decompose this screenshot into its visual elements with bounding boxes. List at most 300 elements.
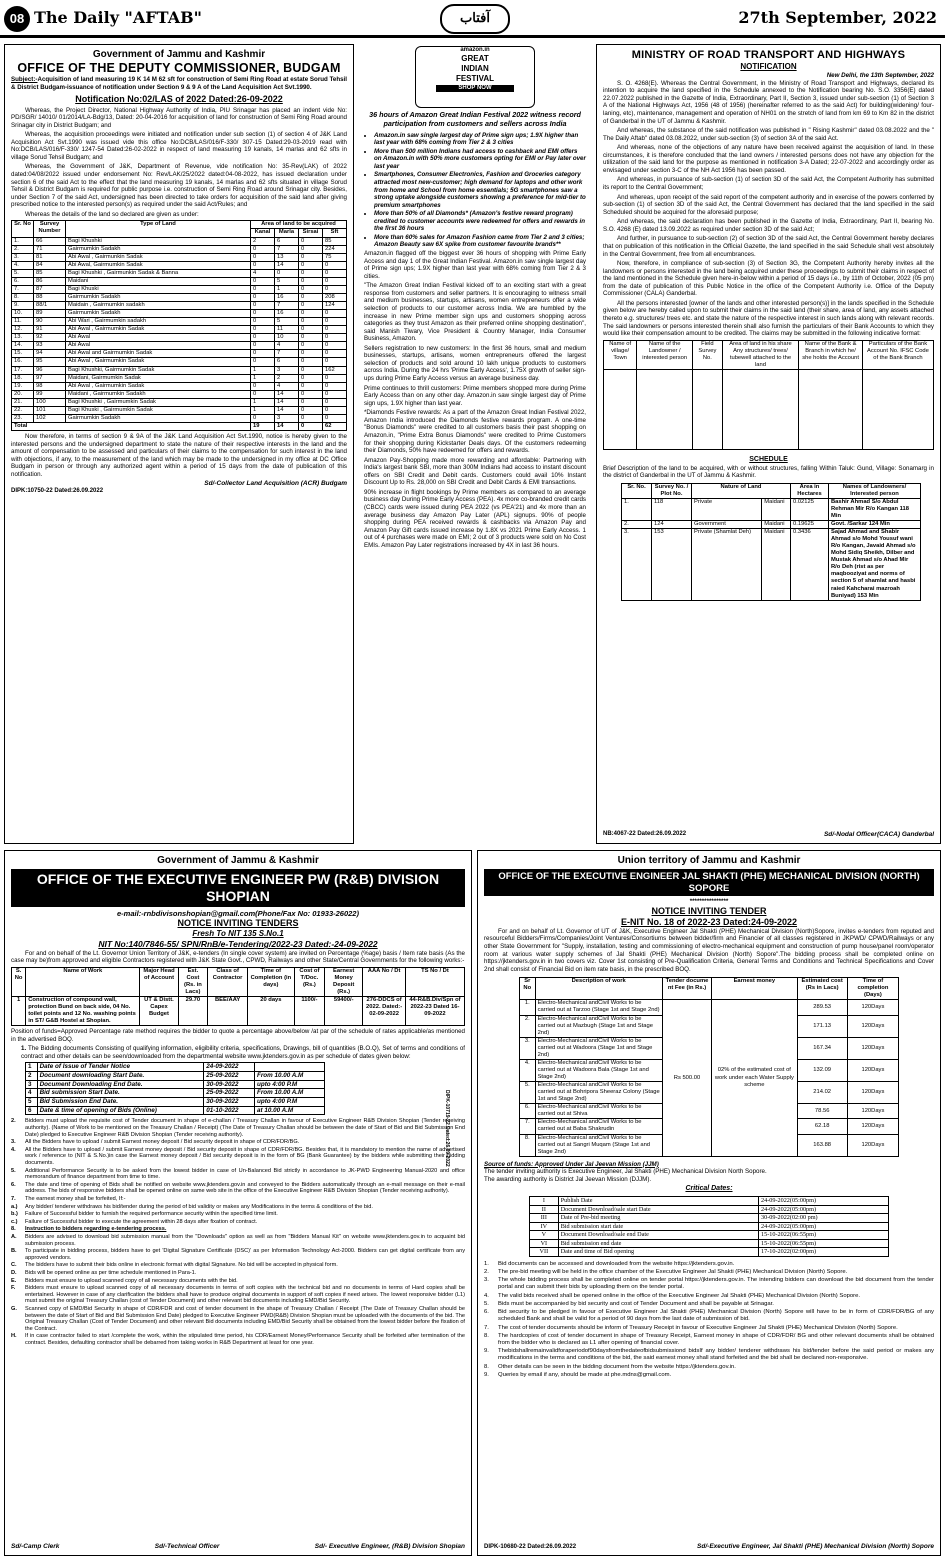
item-marker: C. [11,1262,17,1269]
item-marker: 6. [11,1181,16,1188]
col-header: Area in Hectares [791,483,829,498]
table-cell: 0 [251,414,275,422]
table-cell [604,369,637,449]
table-row [12,374,347,382]
table-row [530,1205,889,1214]
list-item: • Smartphones, Consumer Electronics, Fashion and Groceries category attracted most new-customer; high demand for laptops and other work from home and School from home essentials; 5G smartphones saw a strong uptake alongside customers showing a preference for mid-tier to premium smartphones [374,171,586,209]
table-cell: 01-10-2022 [204,1106,255,1115]
table-row [530,1248,889,1257]
table-cell: Abi Awal , Gairmunkin Sadak [66,253,251,261]
table-cell: 12. [12,326,34,334]
badge-brand: amazon.in [460,47,490,53]
item-marker: 9. [484,1371,489,1378]
table-cell: 0 [251,302,275,310]
table-cell: Bagi Khushki , Gairmumkin Sadak [66,398,251,406]
table-cell: Bid submission end date [558,1239,758,1248]
table-cell: 8. [12,293,34,301]
notification-number: Notification No:02/LAS of 2022 Dated:26-09-2022 [75,93,283,104]
list-item [484,1348,934,1362]
table-cell: 15-10-2022(06:55pm) [759,1239,889,1248]
table-row [520,1000,899,1015]
table-cell: Maidani, Gairmumkin Sadak [66,374,251,382]
table-cell: 62 [323,422,347,430]
list-item: • More than 500 million Indians had access to cashback and EMI offers on Amazon.in with 50% more customers opting for EMI or Pay later over last year [374,148,586,171]
table-cell: 0 [323,390,347,398]
table-cell: Document Download/sale end Date [558,1231,758,1240]
list-item [11,1168,465,1181]
table-cell: 1 [251,406,275,414]
paragraph: For and on behalf of the Lt. Governor Union Territory of J&K, e-tenders (In single cover system) are invited on Percentage (%age) basis / Item rate basis (As the case may be)from approved and eligible Contractors registered with J&K State Govt., CPWD, Railways and other State/Central Governments for the following works:- [11,949,465,965]
table-cell: Date & time of opening of Bids (Online) [37,1106,204,1115]
table-cell: Private (Shamlat Deh) [692,529,762,601]
table-cell: 14 [275,398,299,406]
table-cell: 10. [12,310,34,318]
table-row [26,1063,325,1072]
table-cell: 1. [12,237,34,245]
paragraph: And whereas, the said declaration has been published in the Gazette of India, Extraordinary, Part II, bearing No. S.O. 4268 (E) dated 13.09.2022 as required under section 3D of the said Act; [603,218,934,233]
table-cell: 6 [275,237,299,245]
table-row [12,366,347,374]
paragraph: Whereas, the Project Director, National Highway Authority of India, PIU Srinagar has placed an indent vide No: PD/SGR/ 14010/ 01/2014/LA-Bdg/13, Dated: 20-04-2016 for acquisition of land for construction of Semi Ring Road around Srinagar city in District Budgam; and [11,106,347,129]
table-cell: 5. [520,1082,536,1104]
table-cell: 66 [34,237,66,245]
table-cell: 7 [275,350,299,358]
signature: Sd/-Collector Land Acquisition (ACR) Budgam [204,480,347,488]
table-cell: Electro-Mechanical andCivil Works to be carried out at Sangri Muqam (Stage 1st and Stage 2nd) [535,1134,662,1156]
table-cell: 0 [251,285,275,293]
table-cell: 85 [34,269,66,277]
item-marker: F. [11,1285,16,1292]
enit-number: E-NIT No. 18 of 2022-23 Dated:24-09-2022 [620,916,798,927]
table-cell: 0.3436 [791,529,829,601]
table-cell: Bid submission start date [558,1222,758,1231]
item-marker: H. [11,1333,17,1340]
table-cell: 29.70 [178,996,208,1025]
table-cell: 2 [26,1072,38,1081]
morth-notice [596,44,941,844]
table-cell: at 10.00 A.M [255,1106,325,1115]
paragraph: Now, therefore, in compliance of sub-section (3) of Section 3G, the Competent Authority hereby invites all the landowners or persons interested in the land being acquired under these proceedings to submit their claims in respect of the land mentioned in the Schedule given here-in-below within a period of 15 days i.e., by 11th of October, 2022 (05 pm) from the date of publication of this Public Notice in the office of the Competent Authority i.e. Office of the Deputy Commissioner (CALA) Ganderbal. [603,260,934,298]
table-cell: 0 [251,350,275,358]
list-item [484,1277,934,1291]
list-item: • More than 50% of all Diamonds* (Amazon's festive reward program) credited to customer accounts were redeemed for offers and rewards in the first 36 hours [374,210,586,233]
paragraph: "The Amazon Great Indian Festival kicked off to an exciting start with a great response from customers and seller partners. It is encouraging to witness small and medium businesses, startups, artisans, women entrepreneurs offer a wide selection of products to our customer across India. We are humbled by the increase in new Prime member sign ups and customers shopping across categories as they trust Amazon as their preferred online shopping destination", said Manish Tiwary, Vice President & Country Manager, India Consumer Business, Amazon. [364,282,586,343]
table-cell: Abi Awal , Gairmumkin Sadak [66,358,251,366]
item-text: Bid documents can be accessed and downloaded from the website https://jktenders.gov.in. [498,1260,735,1267]
table-cell: 0.02125 [791,498,829,520]
table-cell: 0 [323,414,347,422]
table-cell: 14 [275,390,299,398]
table-row [12,253,347,261]
col-header: Names of Landowners/ Interested person [829,483,921,498]
paragraph: Whereas the details of the land so declared are given as under: [25,210,199,218]
table-cell: 87 [34,285,66,293]
item-text: Bidders must ensure to upload scanned copy of all necessary documents with the bid. [25,1277,238,1284]
col-header: Earnest money [712,978,797,1000]
table-cell: 118 [652,498,692,520]
list-item [484,1333,934,1347]
list-item: • More than 60% sales for Amazon Fashion came from Tier 2 and 3 cities; Amazon Beauty saw 6X spike from customer favourite brands** [374,234,586,249]
list-item [484,1293,934,1300]
item-marker: 6. [484,1309,489,1316]
table-cell: Maidani [66,277,251,285]
item-text: The valid bids received shall be opened online in the office of the Executive Engineer Jal Shakti (PHE) Mechanical Division (North) Sopore. [498,1292,861,1299]
col-header: Name of Work [26,967,140,996]
list-item [11,1226,465,1233]
table-cell: 88/1 [34,302,66,310]
table-cell: 0 [299,261,323,269]
list-item [11,1278,465,1285]
table-cell: 14 [275,406,299,414]
table-cell: 78.56 [797,1104,847,1119]
table-row [12,285,347,293]
item-text: Failure of Successful bidder to execute the agreement within 28 days after fixation of contract. [25,1218,258,1225]
table-cell: 5 [275,318,299,326]
table-cell: 14 [275,422,299,430]
table-cell: 0 [323,269,347,277]
table-cell: 132.09 [797,1059,847,1081]
office-heading: OFFICE OF THE DEPUTY COMMISSIONER, BUDGAM [17,61,341,76]
item-marker: 4. [484,1292,489,1299]
table-cell: 0 [251,326,275,334]
table-cell: 85 [323,237,347,245]
table-cell: Sajad Ahmad and Shabir Ahmad s/o Mohd Yousuf wani R/o Kangan, Javaid Ahmad s/o Mohd Sidiq Sheikh, Dilber and Mustak Ahmad s/o Ahad Mir R/o Deh (rist as per maqbooziyat and norms of section 5 of shamlat and hasbi raied Kahcharai mazroah Buniyad) 153 Min [829,529,921,601]
table-cell: 19. [12,382,34,390]
table-row [12,277,347,285]
table-cell: Private [692,498,762,520]
table-cell: 0 [299,269,323,277]
table-cell: Electro-Mechanical andCivil Works to be carried out at Tarzoo (Stage 1st and Stage 2nd) [535,1000,662,1015]
item-marker: 2. [11,1118,16,1125]
item-text: The date and time of opening of Bids shall be notified on website www.jktenders.gov.in and conveyed to the Bidders automatically through an e-mail message on their e-mail address. The bids of responsive bidders shall be opened online on same web site in the office of the Executive Engineer R&B Division Shopian (Tender receiving authority). [25,1181,465,1195]
table-cell: 0 [323,326,347,334]
col-header: Cost of T/Doc. (Rs.) [294,967,324,996]
table-row [530,1231,889,1240]
table-cell: 20 days [247,996,294,1025]
col-header: Nature of Land [692,483,791,498]
list-item: • Amazon.in saw single largest day of Prime sign ups; 1.9X higher than last year with 68% coming from Tier 2 & 3 cities [374,132,586,147]
table-cell [693,369,723,449]
table-cell: 0 [299,277,323,285]
reference-number: NB:4067-22 Dated:26.09.2022 [603,831,687,838]
subject-label: Subject:- [11,76,38,84]
table-cell: 3. [520,1037,536,1059]
table-row [12,358,347,366]
table-cell: 4. [12,261,34,269]
schedule-dates-table [25,1062,325,1115]
item-marker: B. [11,1248,17,1255]
col-header: Particulars of the Bank Account No. IFSC Code of the Bank Branch [862,340,933,369]
table-cell: 120Days [847,1104,898,1119]
masthead [0,0,945,38]
col-header: Sr. No. [622,483,652,498]
critical-dates-title: Critical Dates: [685,1185,733,1193]
table-cell: 0 [299,318,323,326]
table-cell: 6 [26,1106,38,1115]
item-text: The pre-bid meeting will be held in the office chamber of the Executive Engineer Jal Shakti (PHE) Mechanical Division (North) Sopore. [498,1269,848,1276]
table-cell: Date of Pre-bid meeting [558,1214,758,1223]
gov-heading: Government of Jammu and Kashmir [92,49,266,60]
side-reference: DIPK-10719-22 Dated:26.09.2022 [444,1090,450,1167]
col-header: Field Survey No. [693,340,723,369]
paragraph: For and on behalf of Lt. Governor of UT of J&K, Executive Engineer Jal Shakti (PHE) Mechanical Division (North)Sopore, invites e-tenders from reputed and resourceful Bidders/Firms/Companies/Joint Ventures/Consortiums between bidder/firm and Financier of all classes registered in JKPWD/ CPWD/Railways or any other State Government for "Supply, installation, testing and commissioning of electro-mechanical equipment and construction of pump house/panel room/operator room at various water supply schemes of Jal Shakti (PHE) Mechanical Division (North) Sopore".The bidding process shall be completed online on https://jktenders.gov.in in two covers viz. Cover 1st consisting of Pre-Qualification Criteria, General Terms and Conditions and Technical Specifications and Cover 2nd shall consist of Financial Bid on item rate basis, in the prescribed BOQ. [484,927,934,973]
table-row [622,529,921,601]
list-item [11,1139,465,1146]
table-cell: 0 [299,390,323,398]
table-cell: 0 [323,285,347,293]
table-cell: 3. [12,253,34,261]
terms-list [11,1118,465,1346]
pwd-shopian-notice: Government of Jammu & Kashmir OFFICE OF THE EXECUTIVE ENGINEER PW (R&B) DIVISION SHOPIAN e-mail:-rnbdivisonshopian@gmail.com(Phone/Fax No: 01933-26022) NOTICE INVITING TENDERS Fresh To NIT 135 S.No.1 NIT No:140/7846-55/ SPN/RnB/e-Tendering/2022-23 Dated:-24-09-2022 For and on behalf of the Lt. Governor Union Territory of J&K, e-tenders (In single cover system) are invited on Percentage (%age) basis / Item rate basis (As the case may be)from approved and eligible Contractors registered with J&K State Govt., CPWD, Railways and other State/Central Governments for the following works:- S. No Name of Work Major Head of Account Est. Cost (Rs. in Lacs) Class of Contractor Time of Completion (in days) Cost of T/Doc. (Rs.) Earnest Money Deposit (Rs.) AAA No / Dt TS No / Dt 1 Construction of compound wall, protection Bund on back side, 04 No. toilet points and 12 No. washing points in ST/ G&B Hostel at Shopian. UT & Distt. Capex Budget 29.70 BEE/AAY 20 days 1100/- 59400/- 276-DDCS of 2022. Dated:- 02-09-2022 44-R&B.Div/Spn of 2022-23 Dated 16-09-2022 Position of funds=Approved Percentage rate method requires the bidder to quote a percentage above/below /at par of the schedule of rates applicable/as mentioned in the advertised BOQ. 1. The Bidding documents Consisting of qualifying information, eligibility criteria, specifications, Drawings, bill of quantities (B.O.Q), Set of terms and conditions of contract and other details can be seen/downloaded from the departmental website www.jktenders.gov.in as per schedule of dates given below: 1 Date of Issue of Tender Notice 24-09-2022 2 Document downloading Start Date. 25-09-2022 From 10.00 A.M 3 Document Downloading End Date. 30-09-2022 upto 4:00 P.M 4 Bid submission Start Date. 25-09-2022 From 10.00 A.M 5 Bid Submission End Date. 30-09-2022 upto 4:00 P.M 6 Date & time of opening of Bids (Online) 01-10-2022 at 10.00 A.M 2. Bidders must upload the requisite cost of Tender document in shape of e-challan / Treasury Challan in favour of Executive Engineer R&B Division Shopian (Tender receiving authority). (Name of Work to be mentioned on the Treasury Challan / Receipt) (The Date of Treasury Challan should be between the date of Start of Bid and Bid Submission End Date) pledged to Executive Engineer R&B Division Shopian (Tender receiving authority). 3. All the Bidders have to upload / submit Earnest money deposit / Bid security deposit in shape of CDR/FDR/BG. 4. All the Bidders have to upload / submit Earnest money deposit / Bid security deposit in shape of CDR/FDR/BG. Besides that, it is mandatory to mention the name of advertised work / reference to (NIT & S.No.)in case the Earnest money deposit / Bid security deposit is in the form of BG (Bank Guarantee) by the bidders while submitting their bidding documents. 5. Additional Performance Security is to be asked from the lowest bidder in case of Un-Balanced Bid strictly in accordance to JK-PWD Engineering Manual-2020 and office memorandum of finance department from time to time. 6. The date and time of opening of Bids shall be notified on website www.jktenders.gov.in and conveyed to the Bidders automatically through an e-mail message on their e-mail address. The bids of responsive bidders shall be opened online on same web site in the office of the Executive Engineer R&B Division Shopian (Tender receiving authority). 7. The earnest money shall be forfeited, If:- a.) Any bidder/ tenderer withdraws his bid/tender during the period of bid validity or makes any Modifications in the terms & conditions of the bid. b.) Failure of Successful bidder to furnish the required performance security within the specified time limit. c.) Failure of Successful bidder to execute the agreement within 28 days after fixation of contract. 8. Instruction to bidders regarding e-tendering process. A. Bidders are advised to download bid submission manual from the "Downloads" option as well as from "Bidders Manual Kit" on website www.jktenders.gov.in to acquaint bid submission process. B. To participate in bidding process, bidders have to get 'Digital Signature Certificate (DSC)' as per Information Technology Act-2000. Bidders can get digital certificate from any approved vendors. C. The bidders have to submit their bids online in electronic format with digital Signature. No bid will be accepted in physical form. D. Bids will be opened online as per time schedule mentioned in Para-1. E. Bidders must ensure to upload scanned copy of all necessary documents with the bid. F. Bidders must ensure to upload scanned copy of all necessary documents in terms of soft copies with the technical bid and no documents in terms of Hard copies shall be entertained. However in case of any clarification the bidders shall have to produce original documents in support of soft copies if need arises. The lowest responsive bidder (L1) must submit the original Treasury Challan (cost of Tender Document) and other relevant bid documents including EMD/Bid Security. G. Scanned copy of EMD/Bid Security in shape of CDR/FDR and cost of tender document in the shape of Treasury Challan / Receipt (The Date of Treasury Challan should be between the date of Start of Bid and Bid Submission End Date) pledged to Executive Engineer PWD(R&B) Division Shopian must be uploaded with the documents of the bid. The Original Treasury Challan (Cost of Tender Document) and other relevant Bid documents including EMD/Bid Security shall be obtained from the lowest bidder before the fixation of the Contract. H. If in case contractor failed to start /complete the work, within the stipulated time period, his CDR/Earnest Money/Performance Security shall be forfeited after termination of the contract. Besides, defaulting contractor shall be debarred from taking works in R&B Department at least for one year. Sd/-Camp Clerk Sd/-Technical Officer Sd/- Executive Engineer, (R&B) Division Shopian [4,850,472,1556]
table-cell: 90 [34,318,66,326]
col-header: Area of land in his share Any structures/ trees/ tubewell attached to the land [722,340,799,369]
table-cell: Bashir Ahmad S/o Abdul Rehman Mir R/o Kangan 118 Min [829,498,921,520]
table-cell: 289.53 [797,1000,847,1015]
table-cell: 0 [299,237,323,245]
table-cell: 1 [251,366,275,374]
table-cell: Electro-Mechanical andCivil Works to be carried out at Bohripora Sheeraz Colony (Stage 1st and Stage 2nd) [535,1082,662,1104]
table-cell: 0 [299,406,323,414]
col-header: Class of Contractor [208,967,248,996]
table-cell: 89 [34,310,66,318]
table-cell: 162 [323,366,347,374]
table-cell: Document Download/sale start Date [558,1205,758,1214]
table-cell: 6. [520,1104,536,1119]
festival-badge [415,46,535,108]
table-cell: 101 [34,406,66,414]
table-cell: 0 [323,406,347,414]
table-row [26,1098,325,1107]
table-cell: Electro-Mechanical andCivil Works to be carried out at Wadoora (Stage 1st and Stage 2nd) [535,1037,662,1059]
table-cell: 16 [275,293,299,301]
item-text: Bidders are advised to download bid submission manual from the "Downloads" option as well as from "Bidders Manual Kit" on website www.jktenders.gov.in to acquaint bid submission process. [25,1233,465,1247]
table-cell: 214.02 [797,1082,847,1104]
table-cell: 24-09-2022 [204,1063,255,1072]
table-cell: 17. [12,366,34,374]
amazon-article [360,44,590,844]
item-text: Bids must be accompanied by bid security and cost of Tender Document and shall be payable at Srinagar. [498,1300,774,1307]
table-row [26,1106,325,1115]
col-header: Marla [275,229,299,237]
col-header: Time of completion (Days) [847,978,898,1000]
table-cell: 84 [34,261,66,269]
table-cell: 62.18 [797,1119,847,1134]
notice-title: NOTICE INVITING TENDER [651,905,767,916]
reference-number: DIPK:10750-22 Dated:26.09.2022 [11,488,104,495]
table-row [12,334,347,342]
table-cell: 0 [299,398,323,406]
table-cell: 3 [26,1080,38,1089]
table-cell: 120Days [847,1082,898,1104]
gov-heading: Union territory of Jammu and Kashmir [617,855,801,866]
table-cell: 0 [251,358,275,366]
col-header: Area of land to be acquired [251,221,347,229]
table-cell: 0 [299,245,323,253]
table-cell: From 10.00 A.M [255,1089,325,1098]
table-row [12,293,347,301]
col-header: Name of village/ Town [604,340,637,369]
col-header: TS No / Dt [405,967,464,996]
table-cell: Document downloading Start Date. [37,1072,204,1081]
table-cell: Bid Submission End Date. [37,1098,204,1107]
total-row [12,422,347,430]
table-cell: 2 [275,374,299,382]
shop-now-badge: SHOP NOW [436,85,514,92]
item-marker: E. [11,1277,17,1284]
table-cell: Gairmumkin Sadakh [66,293,251,301]
table-cell: 88 [34,293,66,301]
works-table [519,977,899,1157]
highlights-list [364,132,586,249]
table-cell: 3 [275,366,299,374]
table-cell: 171.13 [797,1015,847,1037]
table-cell: 13 [275,253,299,261]
table-row [12,390,347,398]
table-cell: 9. [12,302,34,310]
table-cell: Construction of compound wall, protection Bund on back side, 04 No. toilet points and 12 No. washing points in ST/ G&B Hostel at Shopian. [26,996,140,1025]
paragraph: Whereas, the acquisition proceedings were initiated and notification under sub section (1) of section 4 of J&K Land Acquisition Act Svt.1990 was issued vide this office No:DCB/LAS/016/F-330/ 307-15 Dated:29-03-2019 read with No:DCB/LAS/016/F-330/ 1247-54 Dated:26-02-2022 in respect of land measuring 19 kanals, 14 marlas and 62 sfts in village Sorud Tehsil Budgam; and [11,131,347,161]
list-item [484,1261,934,1268]
table-cell: 30-09-2022 [204,1080,255,1089]
table-cell: 0 [299,253,323,261]
table-cell: 02% of the estimated cost of work under each Water Supply scheme [712,1000,797,1156]
table-cell: 0 [299,374,323,382]
table-cell: 11 [275,326,299,334]
table-cell: 100 [34,398,66,406]
table-cell [637,369,693,449]
item-marker: 3. [11,1139,16,1146]
terms-list [484,1261,934,1379]
table-cell: 120Days [847,1000,898,1015]
table-cell: 4 [26,1089,38,1098]
table-cell: Abi Awal and Gairmumkin Sadak [66,350,251,358]
table-cell: Gairmumkin Sadakh [66,414,251,422]
table-cell: 0 [251,293,275,301]
table-cell: 0 [299,422,323,430]
table-cell: 0 [299,293,323,301]
table-cell: I [530,1196,559,1205]
table-cell: 86 [34,277,66,285]
notice-title: NOTICE INVITING TENDERS [177,918,299,929]
table-cell: Electro-Mechanical andCivil Works to be carried out at Wadoora Bala (Stage 1st and Stage 2nd) [535,1059,662,1081]
list-item [11,1182,465,1195]
col-header: Description of work [535,978,662,1000]
table-cell: 163.88 [797,1134,847,1156]
table-cell: 1 [26,1063,38,1072]
table-cell: 120Days [847,1134,898,1156]
item-text: All the Bidders have to upload / submit Earnest money deposit / Bid security deposit in shape of CDR/FDR/BG. [25,1139,300,1146]
table-cell: Abi Wari , Gairmumkin sadakh [66,318,251,326]
fresh-nit: Fresh To NIT 135 S.No.1 [192,929,284,939]
col-header: Survey Number [34,221,66,237]
col-header: S. No [12,967,26,996]
table-cell: 19 [251,422,275,430]
nit-number: NIT No:140/7846-55/ SPN/RnB/e-Tendering/2022-23 Dated:-24-09-2022 [98,939,378,950]
col-header: Name of the Landowner / interested person [637,340,693,369]
table-cell: 25-09-2022 [204,1089,255,1098]
item-text: Queries by email if any, should be made at phe.mdns@gmail.com. [498,1371,672,1378]
table-cell: 0 [299,366,323,374]
table-cell: 6 [275,358,299,366]
table-row [26,1080,325,1089]
list-item [11,1248,465,1261]
paragraph: And whereas, in pursuance of sub-section (1) of section 3D of the said Act, the Competent Authority has submitted its report to the Central Government; [603,176,934,192]
table-row [12,382,347,390]
table-cell [255,1063,325,1072]
item-text: Other details can be seen in the bidding document from the website https://jktenders.gov.in. [498,1363,736,1370]
intro-point: The Bidding documents Consisting of qualifying information, eligibility criteria, specifications, Drawings, bill of quantities (B.O.Q), Set of terms and conditions of contract and other details can be seen/downloaded from the departmental website www.jktenders.gov.in as per schedule of dates given below: [21,1045,465,1060]
table-row [12,310,347,318]
table-row [26,1089,325,1098]
separator-stars: **************** [689,898,729,906]
col-header: Type of Land [66,221,251,237]
table-cell: Maidani , Gairmumkin Sadakh [66,390,251,398]
table-cell: Bid submission Start Date. [37,1089,204,1098]
table-cell: 224 [323,245,347,253]
table-cell: 21. [12,398,34,406]
table-cell: 2. [12,245,34,253]
table-cell: 0 [323,358,347,366]
table-cell: 0 [275,269,299,277]
table-cell: 14 [275,261,299,269]
item-text: Bidders must upload the requisite cost of Tender document in shape of e-challan / Treasury Challan in favour of Executive Engineer R&B Division Shopian (Tender receiving authority). (Name of Work to be mentioned on the Treasury Challan / Receipt) (The Date of Treasury Challan should be between the date of Start of Bid and Bid Submission End Date) pledged to Executive Engineer R&B Division Shopian (Tender receiving authority). [25,1118,465,1138]
list-item [11,1285,465,1305]
table-cell: 0 [299,310,323,318]
table-cell: 0 [251,334,275,342]
table-cell: 0 [323,277,347,285]
table-cell: 24-09-2022(05:00pm) [759,1196,889,1205]
table-cell: Abi Awal [66,334,251,342]
funds-note: Source of funds: Approved Under Jal Jeevan Mission (JJM) [484,1160,659,1168]
paragraph: Prime continues to thrill customers: Prime members shopped more during Prime Early Access than on any other day. Amazon.in saw single largest day of Prime sign ups, 1.9X higher than last year. [364,384,586,407]
list-item [11,1306,465,1332]
table-row [12,261,347,269]
table-cell: 7. [520,1119,536,1134]
table-cell: 15-10-2022(06:55pm) [759,1231,889,1240]
table-cell: Date of Issue of Tender Notice [37,1063,204,1072]
table-row [12,326,347,334]
paragraph: And whereas, none of the objections of any nature have been received against the acquisition of land. In these circumstances, it is therefore concluded that the land owners / interested persons does not have any objection for the utilization of the said land for the purpose as mentioned in notification 3-A Dated; 22-07-2022 and accordingly order as envisaged under section 3-C of the NH Act 1956 has been passed. [603,144,934,174]
table-cell: Gairmumkin Sadakh [66,310,251,318]
table-cell: 0 [323,318,347,326]
table-cell: 0 [299,334,323,342]
table-cell: 17-10-2022(02:00pm) [759,1248,889,1257]
paragraph: Now therefore, in terms of section 9 & 9A of the J&K Land Acquisition Act Svt.1990, notice is hereby given to the interested persons and the undersigned department to state the nature of their respective interests in the land and the amount of compensation to be assessed and particulars of their claims to the compensation for such interest in the land with objections, if any, to the measurement of the land which may be made to the undersigned in my office at DC Office Budgam in person or through any authorized agent within a period of 15 days from the date of publication of this notification. [11,433,347,478]
table-cell: Date and time of Bid opening [558,1248,758,1257]
table-row [12,406,347,414]
table-cell: 71 [34,245,66,253]
item-marker: 1. [484,1260,489,1267]
list-item [11,1333,465,1346]
table-cell: V [530,1231,559,1240]
item-marker: 9. [484,1348,489,1355]
item-marker: 8. [11,1226,16,1233]
signature-engineer: Sd/- Executive Engineer, (R&B) Division Shopian [314,1543,465,1551]
table-cell: 7 [275,302,299,310]
paragraph: Amazon Pay-Shopping made more rewarding and affordable: Partnering with India's largest bank SBI, more than 300M Indians had access to instant discount offers on SBI Credit and Debit cards. Customers could avail 10% Instant Discount Up to Rs. 28,000 on SBI Credit and Debit Cards & EMI transactions. [364,456,586,487]
table-cell: 96 [34,366,66,374]
paragraph: Sellers registration to new customers: In the first 36 hours, small and medium businesses, startups, artisans, women entrepreneurs offered the largest selection of products and sold around 10 lakh unique products to customers across India. During the 24 hrs 'Prime Early Access', 1.75X growth of seller sign-ups during Prime Early Access versus an average business day. [364,344,586,382]
list-item [11,1211,465,1218]
col-header: Estimated cost (Rs in Lacs) [797,978,847,1000]
table-cell: 120Days [847,1037,898,1059]
table-cell: 0 [299,302,323,310]
item-text: The hardcopies of cost of tender document in shape of Treasury Receipt, Earnest money in shape of CDR/FDR/ BG and other relevant documents shall be obtained from the bidder who is declared as L1 after opening of financial cover. [498,1332,934,1346]
list-item [11,1147,465,1167]
table-row [12,245,347,253]
table-cell [799,369,863,449]
badge-line: FESTIVAL [455,73,495,83]
